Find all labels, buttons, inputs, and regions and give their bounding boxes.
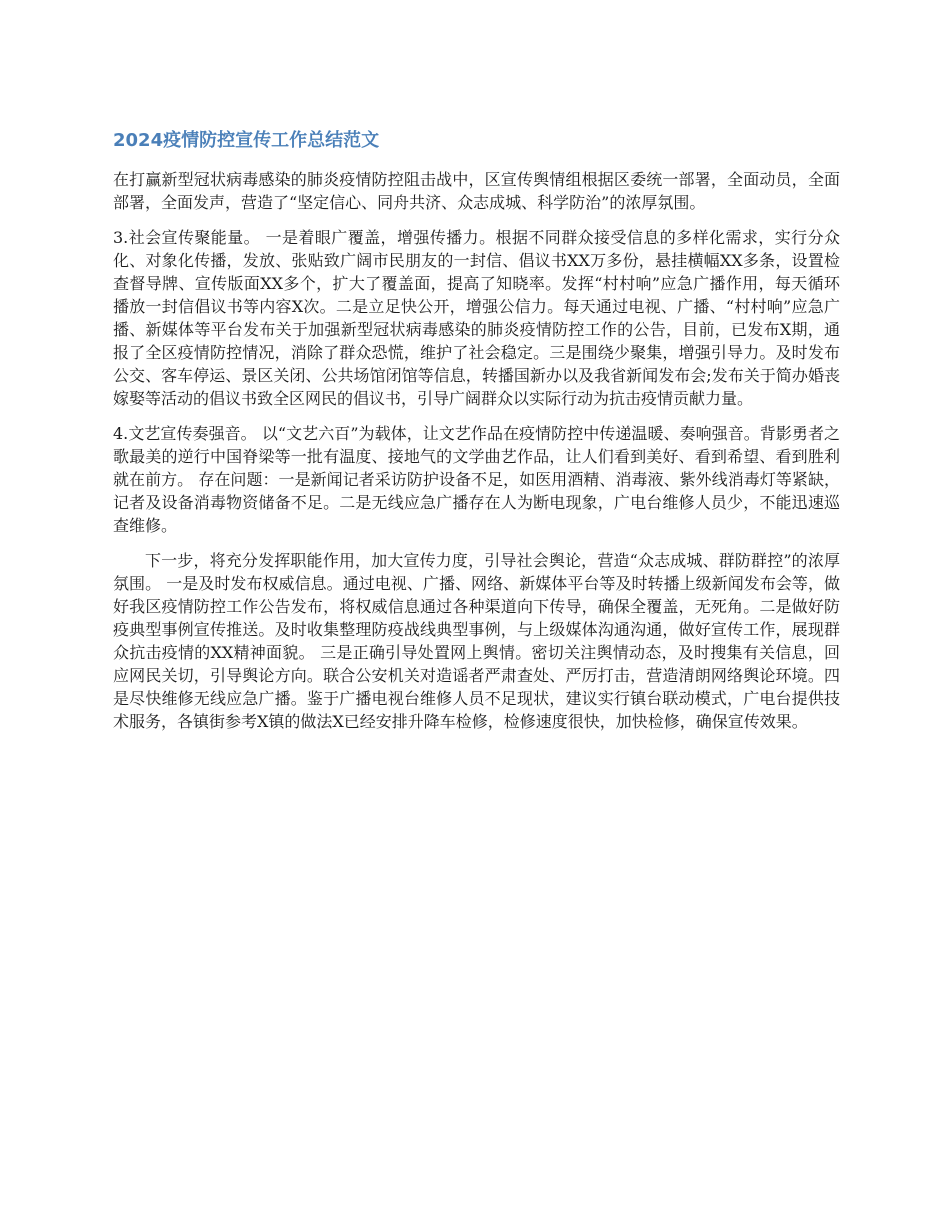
document-title: 2024疫情防控宣传工作总结范文 (113, 130, 380, 151)
next-steps-paragraph: 下一步，将充分发挥职能作用，加大宣传力度，引导社会舆论，营造“众志成城、群防群控”的浓厚氛围。 一是及时发布权威信息。通过电视、广播、网络、新媒体平台等及时转播上级新闻发布会等，做好我区疫情防控工作公告发布，将权威信息通过各种渠道向下传导，确保全覆盖，无死角。二是做好防疫典型事例宣传推送。及时收集整理防疫战线典型事例，与上级媒体沟通沟通，做好宣传工作，展现群众抗击疫情的XX精神面貌。 三是正确引导处置网上舆情。密切关注舆情动态，及时搜集有关信息，回应网民关切，引导舆论方向。联合公安机关对造谣者严肃查处、严厉打击，营造清朗网络舆论环境。四是尽快维修无线应急广播。鉴于广播电视台维修人员不足现状，建议实行镇台联动模式，广电台提供技术服务，各镇街参考X镇的做法X已经安排升降车检修，检修速度很快，加快检修，确保宣传效果。 (113, 551, 840, 731)
arts-publicity-paragraph: 4.文艺宣传奏强音。 以“文艺六百”为载体，让文艺作品在疫情防控中传递温暖、奏响强音。背影勇者之歌最美的逆行中国脊梁等一批有温度、接地气的文学曲艺作品，让人们看到美好、看到希望、看到胜利就在前方。 存在问题：一是新闻记者采访防护设备不足，如医用酒精、消毒液、紫外线消毒灯等紧缺，记者及设备消毒物资储备不足。二是无线应急广播存在人为断电现象，广电台维修人员少，不能迅速巡查维修。 (113, 424, 840, 535)
social-publicity-paragraph: 3.社会宣传聚能量。 一是着眼广覆盖，增强传播力。根据不同群众接受信息的多样化需求，实行分众化、对象化传播，发放、张贴致广阔市民朋友的一封信、倡议书XX万多份，悬挂横幅XX多条，设置检查督导牌、宣传版面XX多个，扩大了覆盖面，提高了知晓率。发挥“村村响”应急广播作用，每天循环播放一封信倡议书等内容X次。二是立足快公开，增强公信力。每天通过电视、广播、“村村响”应急广播、新媒体等平台发布关于加强新型冠状病毒感染的肺炎疫情防控工作的公告，目前，已发布X期，通报了全区疫情防控情况，消除了群众恐慌，维护了社会稳定。三是围绕少聚集，增强引导力。及时发布公交、客车停运、景区关闭、公共场馆闭馆等信息，转播国新办以及我省新闻发布会;发布关于简办婚丧嫁娶等活动的倡议书致全区网民的倡议书，引导广阔群众以实际行动为抗击疫情贡献力量。 (113, 228, 840, 408)
document-body (113, 128, 840, 745)
intro-paragraph: 在打赢新型冠状病毒感染的肺炎疫情防控阻击战中，区宣传舆情组根据区委统一部署，全面动员，全面部署，全面发声，营造了“坚定信心、同舟共济、众志成城、科学防治”的浓厚氛围。 (113, 170, 840, 212)
